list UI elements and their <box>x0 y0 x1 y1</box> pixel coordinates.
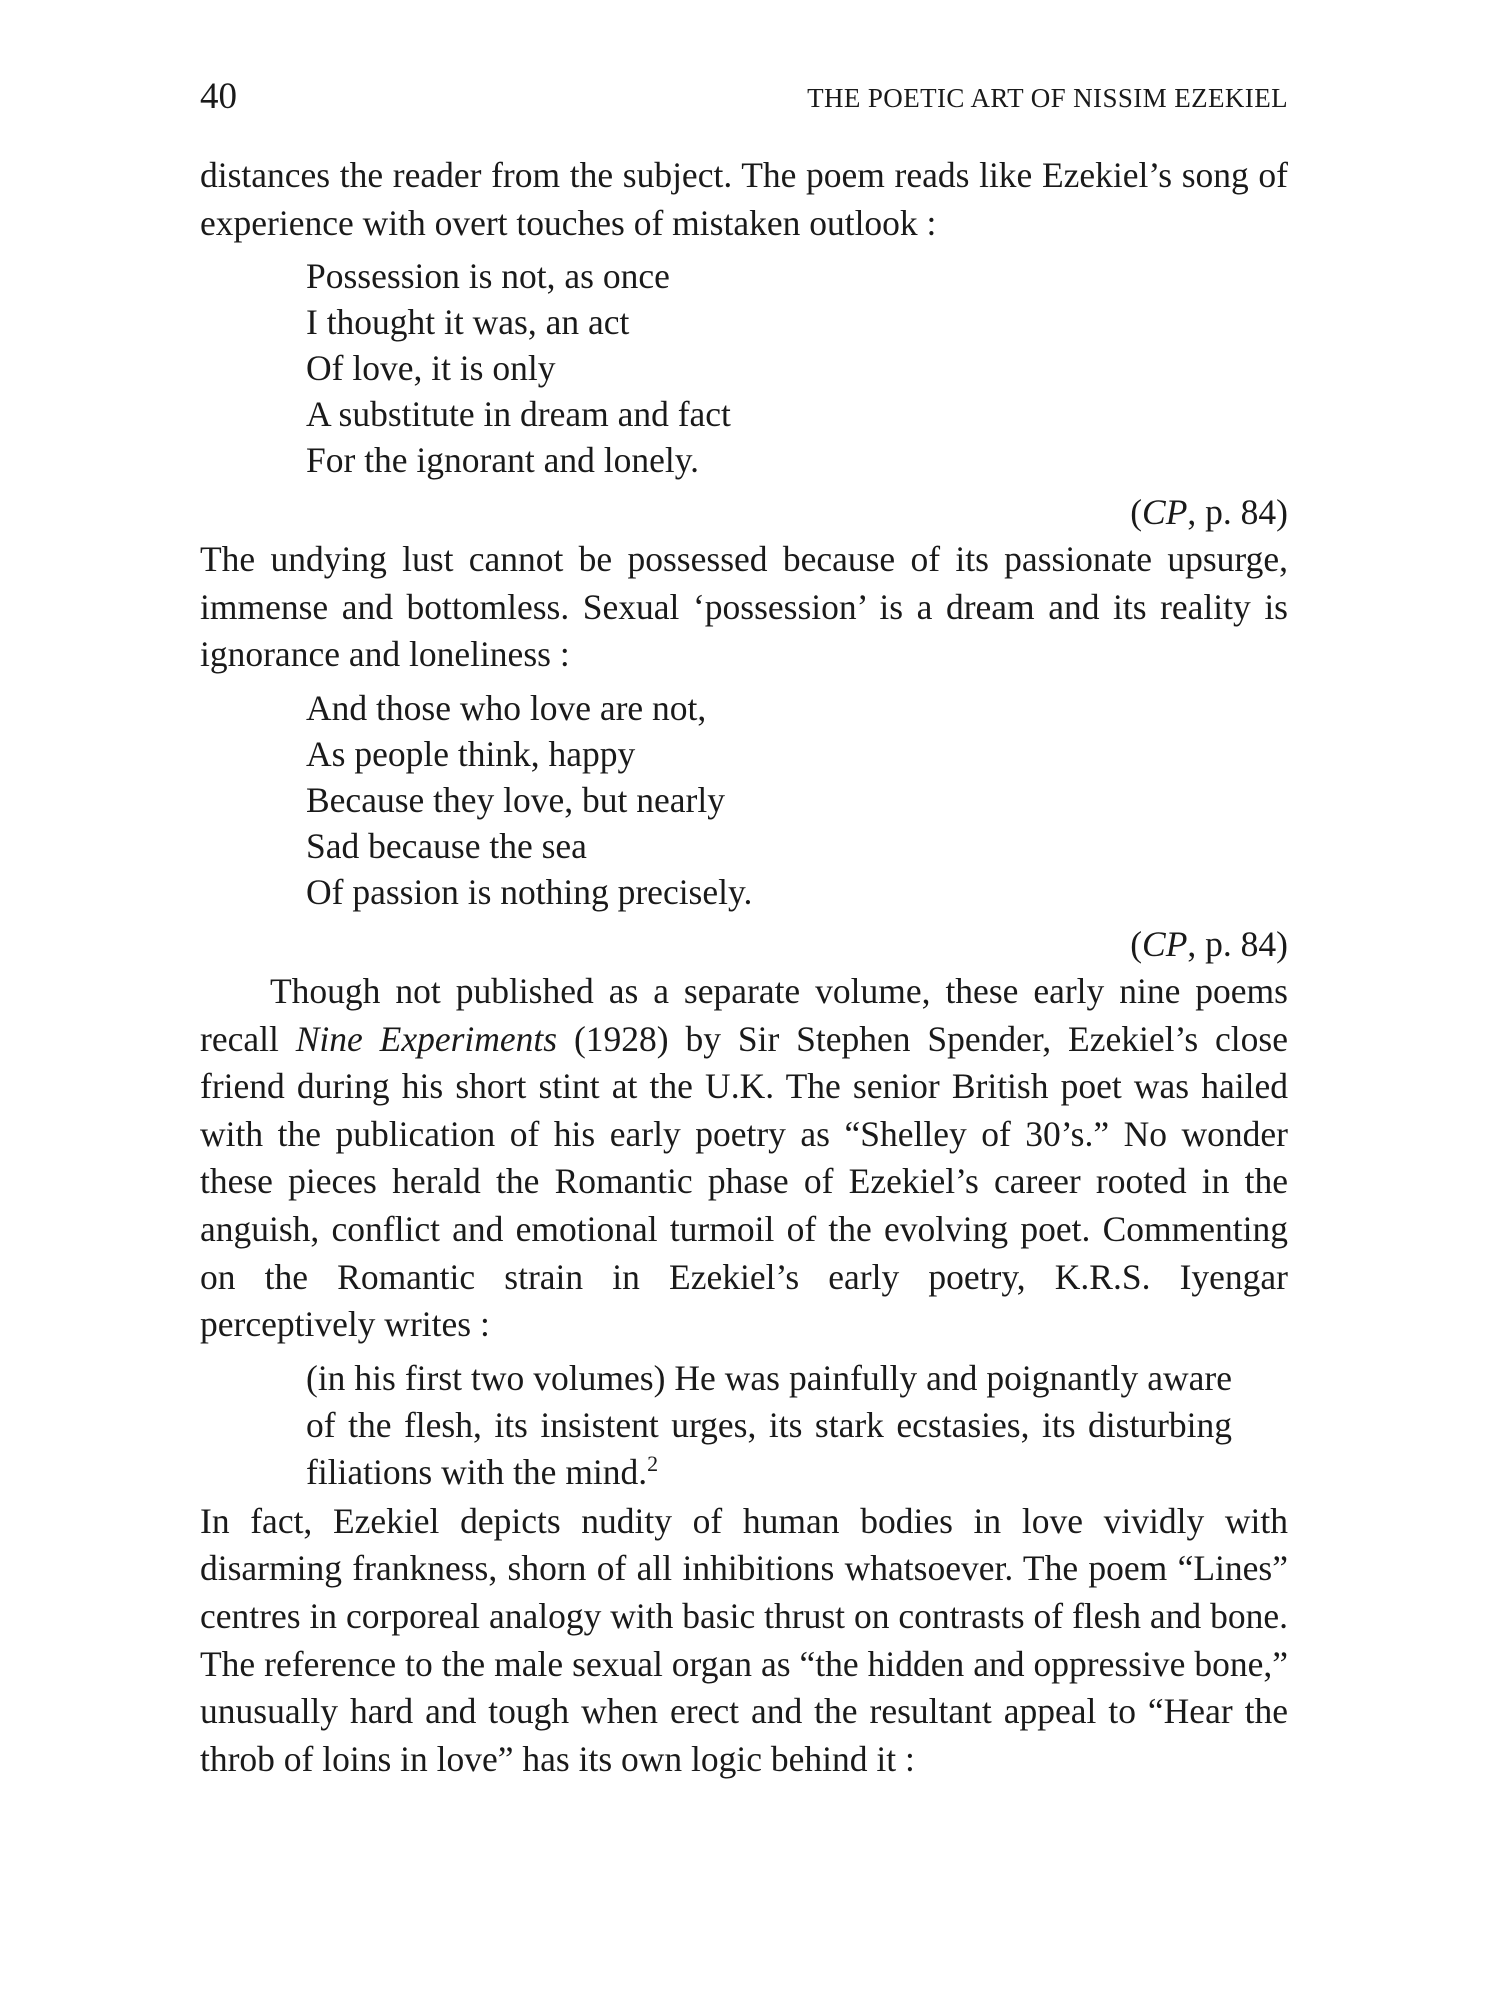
verse-line: I thought it was, an act <box>306 302 630 343</box>
paragraph-2: The undying lust cannot be possessed because of its passionate upsurge, immense and bottomless. Sexual ‘possession’ is a dream and its reality is ignorance and loneliness : <box>200 539 1288 675</box>
verse-line: Because they love, but nearly <box>306 779 725 820</box>
block-quote-iyengar <box>306 1355 1232 1496</box>
citation-source: CP <box>1142 492 1188 533</box>
citation-open: ( <box>1130 492 1143 533</box>
page-body <box>200 152 1288 1783</box>
verse-line: Possession is not, as once <box>306 256 670 297</box>
footnote-reference[interactable]: 2 <box>647 1450 659 1476</box>
verse-line: For the ignorant and lonely. <box>306 440 700 481</box>
running-head: THE POETIC ART OF NISSIM EZEKIEL <box>807 83 1288 113</box>
verse-line: Sad because the sea <box>306 825 587 866</box>
verse-line: And those who love are not, <box>306 687 707 728</box>
verse-line: A substitute in dream and fact <box>306 394 731 435</box>
citation-source: CP <box>1142 923 1188 964</box>
verse-quote-1 <box>306 253 1288 483</box>
verse-line: Of passion is nothing precisely. <box>306 871 753 912</box>
page-header <box>200 74 1288 120</box>
citation-page: , p. 84) <box>1187 492 1288 533</box>
paragraph-1: distances the reader from the subject. The poem reads like Ezekiel’s song of experience with overt touches of mistaken outlook : <box>200 155 1288 243</box>
block-quote-text: (in his first two volumes) He was painfully and poignantly aware of the flesh, its insistent urges, its stark ecstasies, its disturbing filiations with the mind. <box>306 1357 1232 1492</box>
citation-page: , p. 84) <box>1187 923 1288 964</box>
paragraph-3 <box>200 968 1288 1349</box>
verse-quote-2 <box>306 685 1288 915</box>
citation-open: ( <box>1130 923 1143 964</box>
verse-line: As people think, happy <box>306 733 636 774</box>
citation-1 <box>200 489 1288 536</box>
paragraph-4: In fact, Ezekiel depicts nudity of human bodies in love vividly with disarming frankness, shorn of all inhibitions whatsoever. The poem “Lines” centres in corporeal analogy with basic thrust on contrasts of flesh and bone. The reference to the male sexual organ as “the hidden and oppressive bone,” unusually hard and tough when erect and the resultant appeal to “Hear the throb of loins in love” has its own logic behind it : <box>200 1500 1288 1779</box>
paragraph-3-text-a: Though not published as a separate volume, these early nine poems recall <box>200 970 1288 1059</box>
book-title: Nine Experiments <box>295 1018 558 1059</box>
paragraph-3-text-b: (1928) by Sir Stephen Spender, Ezekiel’s close friend during his short stint at the U.K. The senior British poet was hailed with the publication of his early poetry as “Shelley of 30’s.” No wonder these pieces herald the Romantic phase of Ezekiel’s career rooted in the anguish, conflict and emotional turmoil of the evolving poet. Commenting on the Romantic strain in Ezekiel’s early poetry, K.R.S. Iyengar perceptively writes : <box>200 1018 1288 1345</box>
citation-2 <box>200 921 1288 968</box>
verse-line: Of love, it is only <box>306 348 556 389</box>
page-number: 40 <box>200 76 237 117</box>
